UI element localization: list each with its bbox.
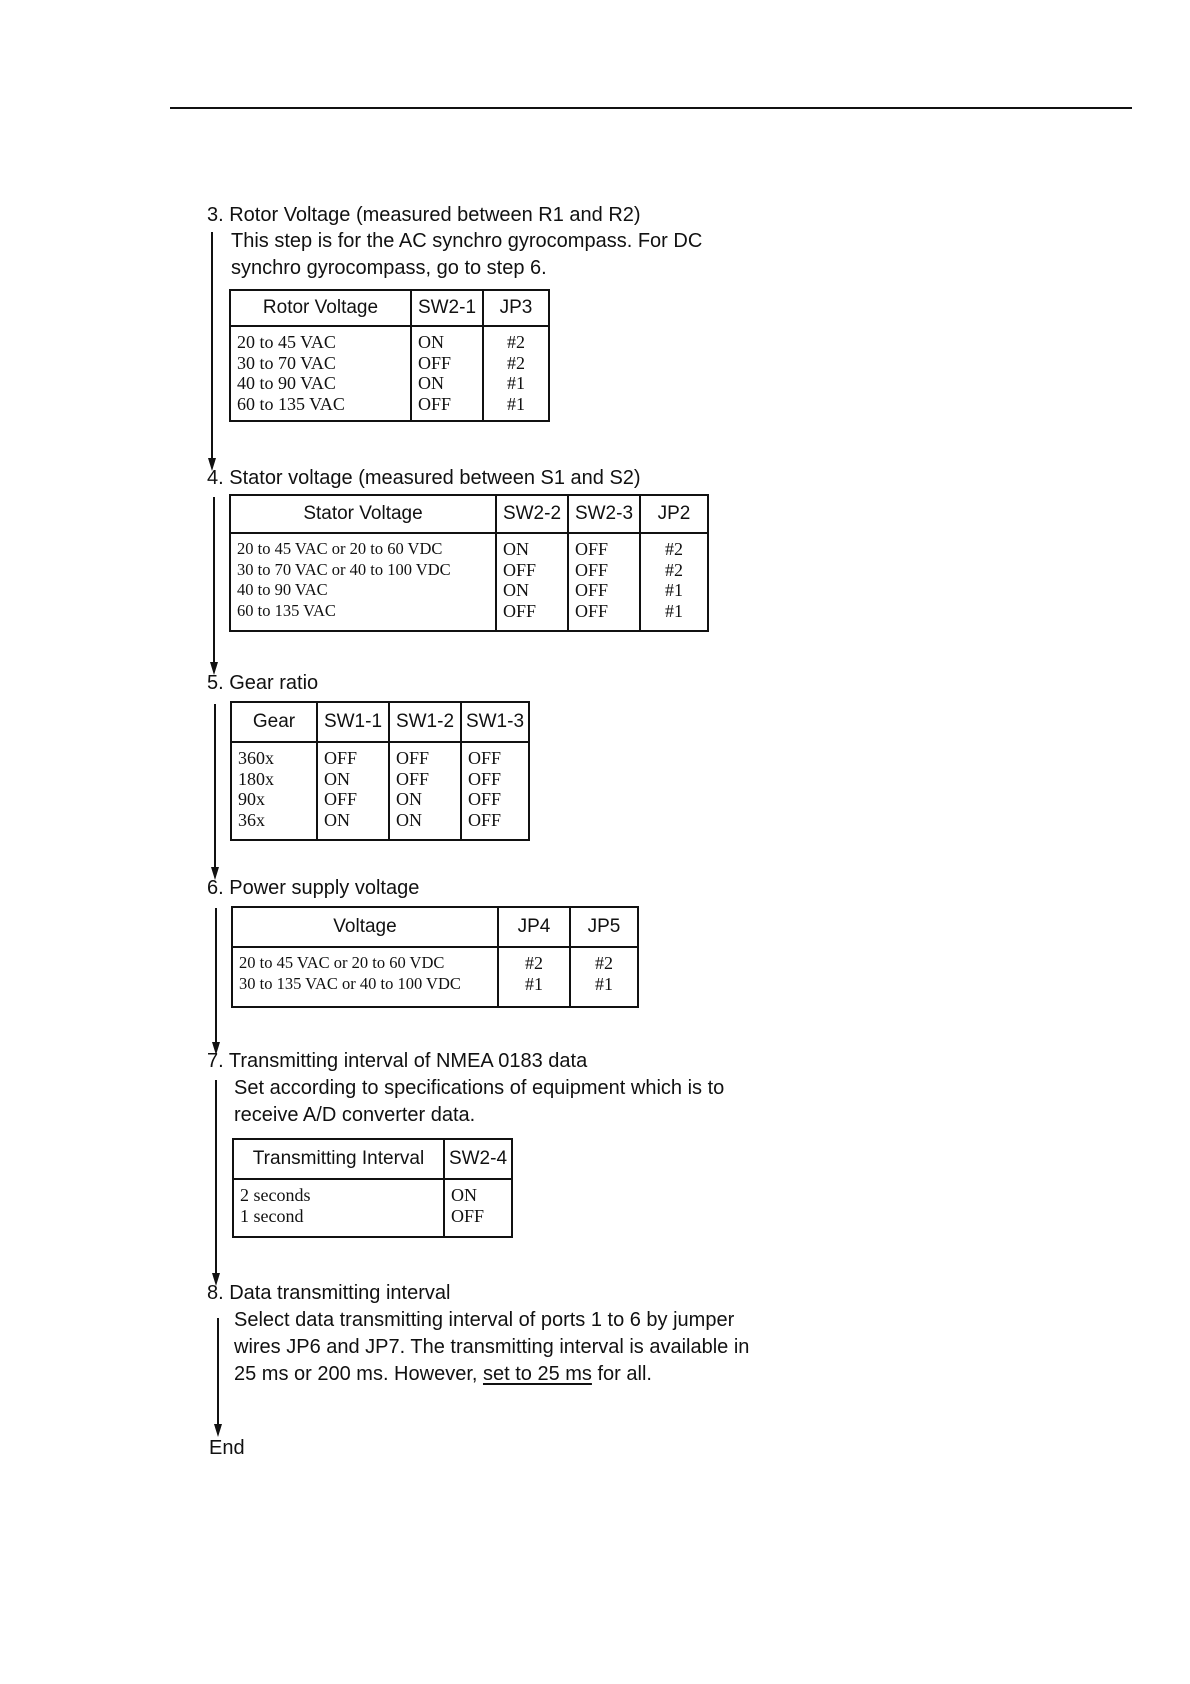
transmitting-interval-table: [232, 1138, 513, 1238]
step-6-heading: 6. Power supply voltage: [207, 877, 420, 899]
flow-line-3-4: [211, 232, 213, 461]
step-4-heading: 4. Stator voltage (measured between S1 and S2): [207, 467, 641, 489]
step-7-heading: 7. Transmitting interval of NMEA 0183 data: [207, 1050, 588, 1072]
table-cell-sw1-2: OFF OFF ON ON: [389, 742, 461, 840]
step-5-heading: 5. Gear ratio: [207, 672, 319, 694]
table-cell-sw2-4: ON OFF: [444, 1179, 512, 1237]
table-header: JP5: [570, 907, 638, 947]
table-header: Transmitting Interval: [233, 1139, 444, 1179]
table-cell-voltage: 20 to 45 VAC or 20 to 60 VDC 30 to 135 VAC or 40 to 100 VDC: [232, 947, 498, 1007]
end-label: End: [209, 1437, 245, 1459]
flow-line-6-7: [215, 908, 217, 1046]
table-header: SW1-3: [461, 702, 529, 742]
table-header: Gear: [231, 702, 317, 742]
table-cell-jp4: #2 #1: [498, 947, 570, 1007]
flow-line-5-6: [214, 704, 216, 870]
step-7-text-line-1: Set according to specifications of equipment which is to: [234, 1077, 725, 1099]
table-cell-jp5: #2 #1: [570, 947, 638, 1007]
table-cell-sw1-3: OFF OFF OFF OFF: [461, 742, 529, 840]
table-header: SW2-1: [411, 290, 483, 326]
step-8-text-line-3: [234, 1361, 652, 1388]
step-8-text-line-1: Select data transmitting interval of ports 1 to 6 by jumper: [234, 1309, 735, 1331]
step-3-heading: 3. Rotor Voltage (measured between R1 and R2): [207, 204, 641, 226]
flow-line-8-end: [217, 1318, 219, 1427]
table-cell-rotor-voltage: 20 to 45 VAC 30 to 70 VAC 40 to 90 VAC 60 to 135 VAC: [230, 326, 411, 421]
flow-line-4-5: [213, 497, 215, 667]
top-rule: [170, 107, 1132, 109]
table-header: SW2-4: [444, 1139, 512, 1179]
step-3-text-line-2: synchro gyrocompass, go to step 6.: [231, 257, 547, 279]
table-header: SW2-3: [568, 495, 640, 533]
power-supply-voltage-table: [231, 906, 639, 1008]
stator-voltage-table: [229, 494, 709, 632]
step-8-text-after: for all.: [591, 1363, 652, 1385]
table-cell-transmitting-interval: 2 seconds 1 second: [233, 1179, 444, 1237]
step-8-underlined-text: set to 25 ms: [482, 1363, 592, 1385]
flow-line-7-8: [215, 1080, 217, 1276]
table-header: Stator Voltage: [230, 495, 496, 533]
table-cell-gear: 360x 180x 90x 36x: [231, 742, 317, 840]
table-header: JP3: [483, 290, 549, 326]
table-header: SW1-1: [317, 702, 389, 742]
table-cell-stator-voltage: 20 to 45 VAC or 20 to 60 VDC 30 to 70 VAC or 40 to 100 VDC 40 to 90 VAC 60 to 135 VAC: [230, 533, 496, 631]
table-cell-sw2-3: OFF OFF OFF OFF: [568, 533, 640, 631]
table-cell-sw2-1: ON OFF ON OFF: [411, 326, 483, 421]
table-cell-jp2: #2 #2 #1 #1: [640, 533, 708, 631]
table-header: Voltage: [232, 907, 498, 947]
step-8-heading: 8. Data transmitting interval: [207, 1282, 451, 1304]
table-cell-jp3: #2 #2 #1 #1: [483, 326, 549, 421]
rotor-voltage-table: [229, 289, 550, 422]
table-header: SW1-2: [389, 702, 461, 742]
step-8-text-line-2: wires JP6 and JP7. The transmitting interval is available in: [234, 1336, 750, 1358]
gear-ratio-table: [230, 701, 530, 841]
table-header: Rotor Voltage: [230, 290, 411, 326]
table-header: SW2-2: [496, 495, 568, 533]
table-header: JP2: [640, 495, 708, 533]
table-header: JP4: [498, 907, 570, 947]
step-7-text-line-2: receive A/D converter data.: [234, 1104, 476, 1126]
step-8-text-before: 25 ms or 200 ms. However,: [234, 1363, 483, 1385]
table-cell-sw1-1: OFF ON OFF ON: [317, 742, 389, 840]
table-cell-sw2-2: ON OFF ON OFF: [496, 533, 568, 631]
step-3-text-line-1: This step is for the AC synchro gyrocompass. For DC: [231, 230, 703, 252]
